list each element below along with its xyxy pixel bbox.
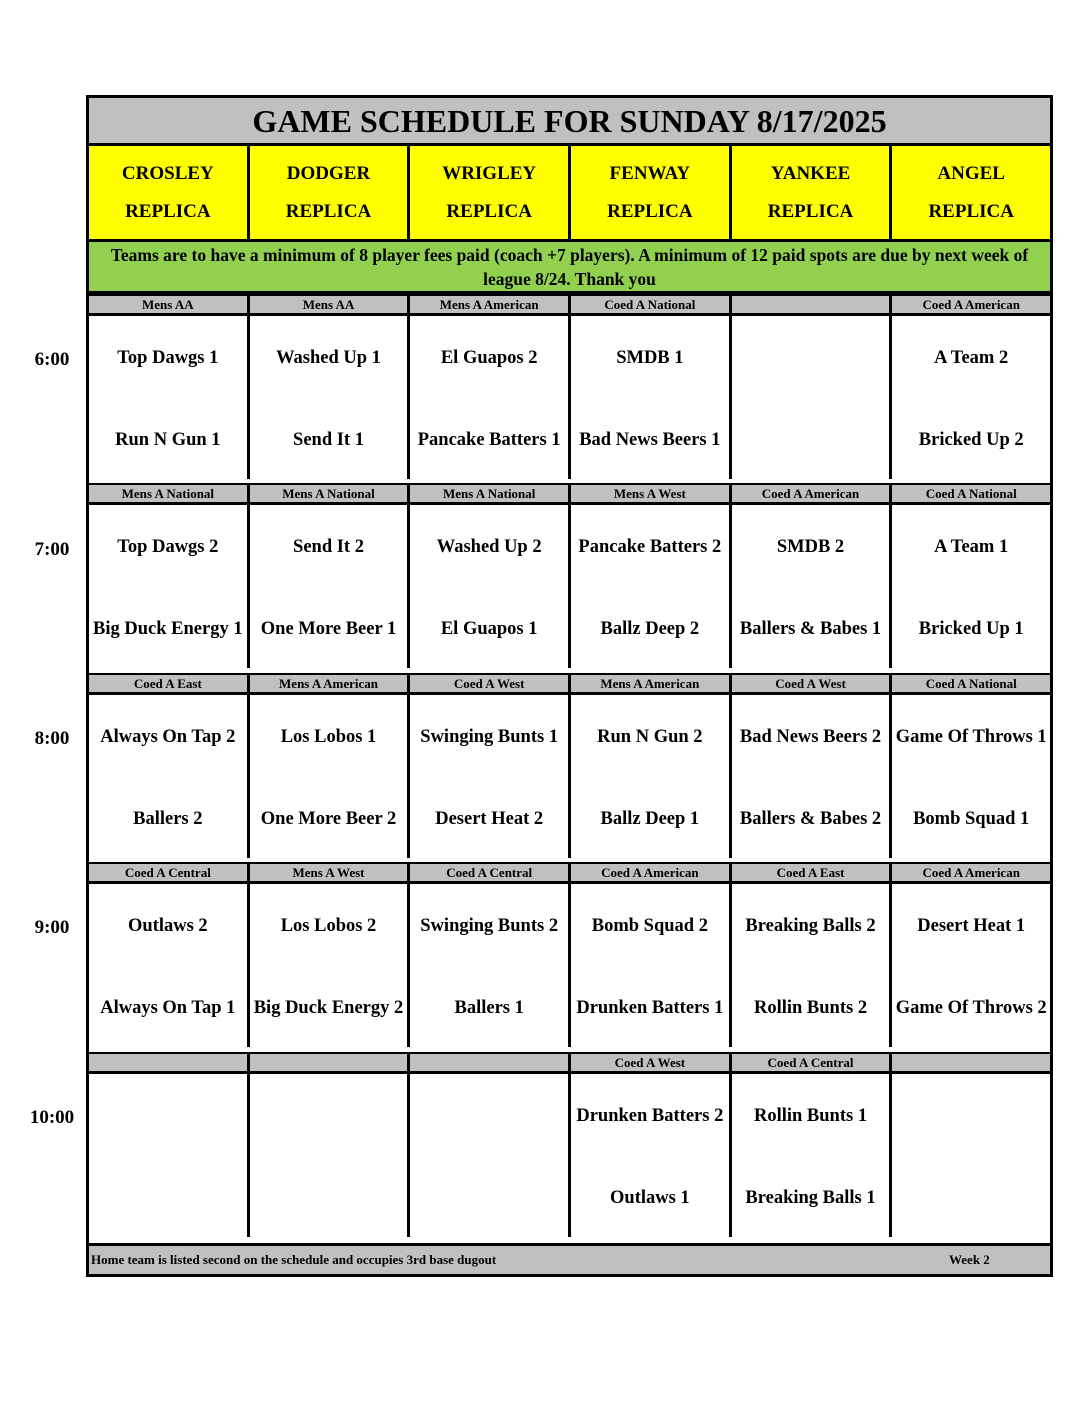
away-team: Desert Heat 1 [917,916,1026,936]
away-team: A Team 1 [934,537,1009,557]
division-row [89,1052,1050,1074]
away-team: Rollin Bunts 1 [753,1106,868,1126]
home-team [89,1170,247,1226]
division-label: Coed A National [571,296,732,313]
time-slot-label: 7:00 [34,539,70,560]
away-team: Run N Gun 2 [597,727,703,747]
game-cell [571,695,732,858]
away-team [732,330,890,386]
field-header-wrigley [410,146,571,239]
home-team: Rollin Bunts 2 [753,998,868,1018]
division-label: Coed A American [571,864,732,881]
away-team: Outlaws 2 [128,916,208,936]
game-cell [732,1074,893,1237]
game-cell [89,884,250,1047]
division-label [410,1054,571,1071]
schedule-sheet [86,95,1053,1277]
field-subtitle: REPLICA [285,200,372,222]
division-row [89,483,1050,505]
division-label: Coed A West [571,1054,732,1071]
game-cell [571,505,732,668]
division-label: Coed A National [892,675,1050,692]
field-name: FENWAY [609,162,691,184]
game-cell [571,316,732,479]
week-label: Week 2 [949,1252,990,1267]
game-cell [89,1074,250,1237]
division-label: Coed A Central [410,864,571,881]
division-label [732,296,893,313]
away-team: Top Dawgs 1 [117,348,219,368]
field-header-dodger [250,146,411,239]
home-team: Breaking Balls 1 [745,1188,876,1208]
away-team: Los Lobos 2 [280,916,377,936]
home-team: Ballz Deep 1 [600,809,700,829]
home-team: Big Duck Energy 1 [93,619,243,639]
game-cell [89,505,250,668]
game-cell [250,316,411,479]
fee-notice: Teams are to have a minimum of 8 player fees paid (coach +7 players). A minimum of 12 paid spots are due by next week of league 8/24. Thank you [89,242,1050,294]
home-team: Always On Tap 1 [100,998,236,1018]
home-team: Outlaws 1 [610,1188,690,1208]
game-cell [410,316,571,479]
game-cell [892,1074,1050,1237]
game-cell [732,884,893,1047]
home-team [732,412,890,468]
page-title: GAME SCHEDULE FOR SUNDAY 8/17/2025 [89,98,1050,146]
division-label: Mens A West [250,864,411,881]
game-cell [732,695,893,858]
division-label: Coed A Central [732,1054,893,1071]
division-row [89,294,1050,316]
field-subtitle: REPLICA [928,200,1014,222]
division-label: Mens A West [571,485,732,502]
game-cell [892,316,1050,479]
away-team [89,1088,247,1144]
home-team: Ballers 1 [454,998,524,1018]
division-label: Mens A American [250,675,411,692]
division-label: Coed A East [89,675,250,692]
home-team: Bricked Up 2 [918,430,1024,450]
away-team: Drunken Batters 2 [576,1106,724,1126]
division-label: Coed A West [732,675,893,692]
home-team: El Guapos 1 [440,619,538,639]
footer-bar [89,1243,1050,1274]
home-team: Ballers & Babes 1 [739,619,882,639]
division-label: Coed A East [732,864,893,881]
game-row [89,695,1050,858]
field-header-row [89,146,1050,242]
home-team: Drunken Batters 1 [576,998,724,1018]
away-team: El Guapos 2 [440,348,538,368]
field-name: DODGER [286,162,371,184]
field-name: ANGEL [937,162,1005,184]
home-team [410,1170,568,1226]
division-label [250,1054,411,1071]
time-slot-label: 10:00 [29,1107,75,1128]
away-team: Game Of Throws 1 [895,727,1047,747]
division-label: Coed A National [892,485,1050,502]
away-team: Swinging Bunts 1 [420,727,559,747]
game-row [89,884,1050,1047]
home-team: Ballers & Babes 2 [739,809,882,829]
division-label: Mens AA [89,296,250,313]
away-team: SMDB 1 [616,348,684,368]
home-team: Game Of Throws 2 [895,998,1047,1018]
away-team: A Team 2 [934,348,1009,368]
game-cell [892,505,1050,668]
game-cell [571,1074,732,1237]
division-label: Coed A American [892,864,1050,881]
game-row [89,316,1050,479]
home-team: Bomb Squad 1 [913,809,1030,829]
division-label: Coed A West [410,675,571,692]
home-team: Big Duck Energy 2 [253,998,404,1018]
away-team [892,1088,1050,1144]
away-team: Bomb Squad 2 [591,916,708,936]
division-row [89,673,1050,695]
away-team: Breaking Balls 2 [745,916,876,936]
away-team [410,1088,568,1144]
division-label: Coed A American [732,485,893,502]
away-team: Washed Up 2 [436,537,542,557]
division-label: Mens AA [250,296,411,313]
away-team: Pancake Batters 2 [578,537,722,557]
game-cell [250,695,411,858]
away-team: Top Dawgs 2 [117,537,219,557]
home-team: Run N Gun 1 [115,430,221,450]
division-row [89,862,1050,884]
field-header-yankee [732,146,893,239]
division-label: Coed A American [892,296,1050,313]
home-team: Ballz Deep 2 [600,619,700,639]
home-team: Pancake Batters 1 [417,430,561,450]
game-cell [410,695,571,858]
home-team [892,1170,1050,1226]
away-team: Swinging Bunts 2 [420,916,559,936]
field-name: CROSLEY [121,162,214,184]
home-team: Ballers 2 [133,809,203,829]
home-team: Desert Heat 2 [435,809,544,829]
game-cell [410,505,571,668]
game-cell [410,1074,571,1237]
away-team: Always On Tap 2 [100,727,236,747]
division-label: Mens A American [571,675,732,692]
division-label: Mens A American [410,296,571,313]
field-header-crosley [89,146,250,239]
time-slot-label: 8:00 [34,728,70,749]
field-name: WRIGLEY [442,162,537,184]
game-cell [250,1074,411,1237]
game-cell [89,316,250,479]
home-team: Send It 1 [293,430,364,450]
game-cell [892,884,1050,1047]
field-name: YANKEE [770,162,851,184]
division-label [892,1054,1050,1071]
game-row [89,1074,1050,1237]
field-subtitle: REPLICA [767,200,854,222]
time-slot-label: 9:00 [34,917,70,938]
away-team: SMDB 2 [776,537,845,557]
game-row [89,505,1050,668]
division-label [89,1054,250,1071]
field-header-angel [892,146,1050,239]
away-team: Los Lobos 1 [280,727,377,747]
division-label: Mens A National [410,485,571,502]
game-cell [250,884,411,1047]
field-header-fenway [571,146,732,239]
game-cell [892,695,1050,858]
away-team: Send It 2 [293,537,364,557]
game-cell [250,505,411,668]
game-cell [571,884,732,1047]
game-cell [732,316,893,479]
home-team: One More Beer 2 [260,809,397,829]
field-subtitle: REPLICA [125,200,211,222]
game-cell [89,695,250,858]
game-cell [410,884,571,1047]
division-label: Coed A Central [89,864,250,881]
division-label: Mens A National [250,485,411,502]
home-team: Bad News Beers 1 [579,430,721,450]
time-slot-label: 6:00 [34,349,70,370]
away-team: Bad News Beers 2 [739,727,882,747]
home-team: One More Beer 1 [260,619,397,639]
home-team [250,1170,408,1226]
division-label: Mens A National [89,485,250,502]
away-team [250,1088,408,1144]
away-team: Washed Up 1 [276,348,381,368]
home-team-note: Home team is listed second on the schedule and occupies 3rd base dugout [91,1252,497,1267]
field-subtitle: REPLICA [446,200,532,222]
home-team: Bricked Up 1 [918,619,1024,639]
game-cell [732,505,893,668]
field-subtitle: REPLICA [607,200,693,222]
